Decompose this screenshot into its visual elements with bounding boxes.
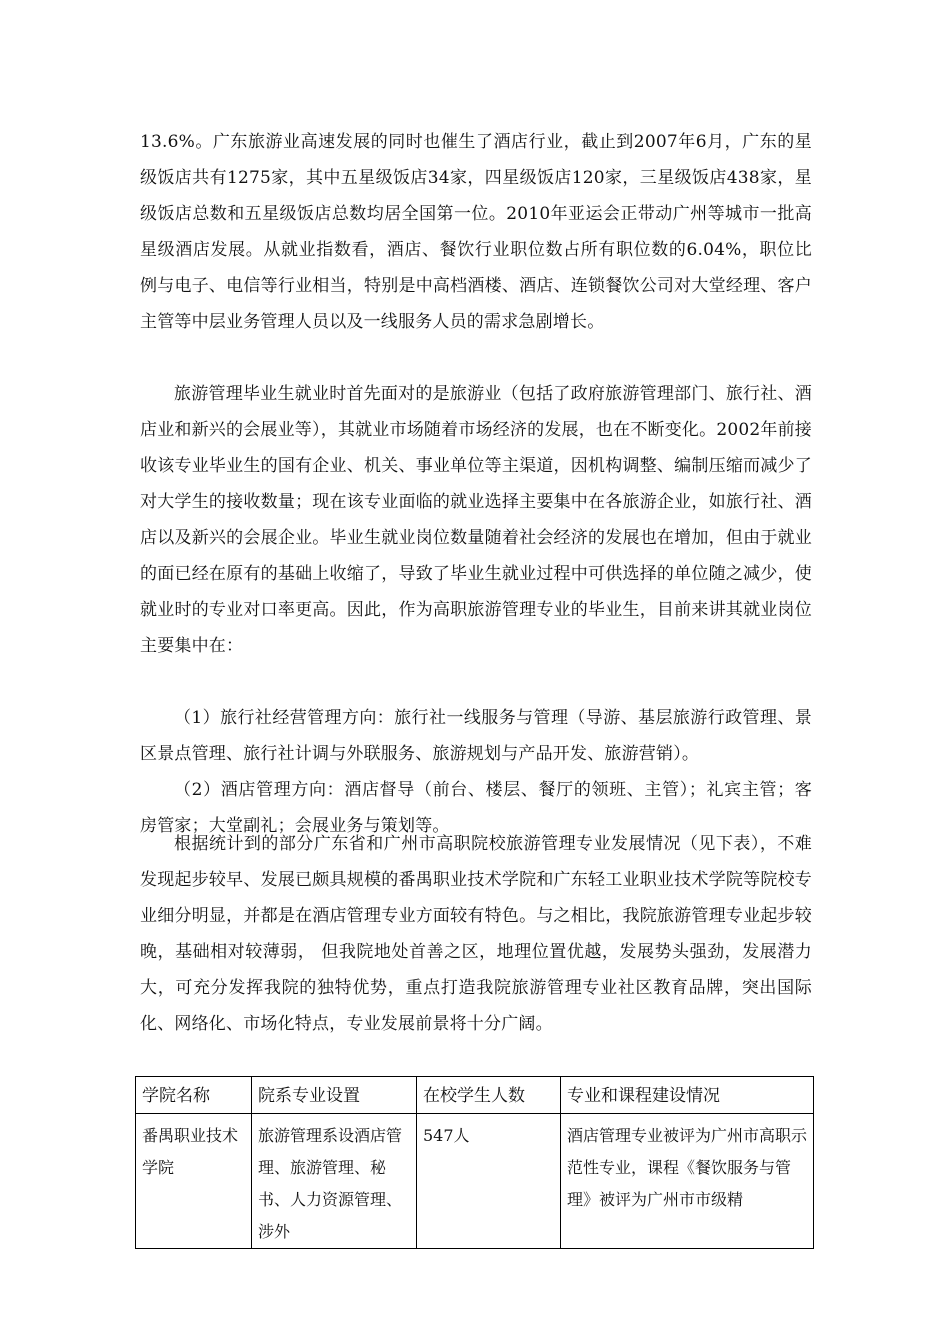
paragraph-hotel-direction: （2）酒店管理方向：酒店督导（前台、楼层、餐厅的领班、主管）；礼宾主管；客房管家；大堂副礼；会展业务与策划等。 bbox=[140, 780, 812, 836]
paragraph-hotel-industry: 13.6%。广东旅游业高速发展的同时也催生了酒店行业，截止到2007年6月，广东的星级饭店共有1275家，其中五星级饭店34家，四星级饭店120家，三星级饭店438家，星级饭店总数和五星级饭店总数均居全国第一位。2010年亚运会正带动广州等城市一批高星级酒店发展。从就业指数看，酒店、餐饮行业职位数占所有职位数的6.04%，职位比例与电子、电信等行业相当，特别是中高档酒楼、酒店、连锁餐饮公司对大堂经理、客户主管等中层业务管理人员以及一线服务人员的需求急剧增长。 bbox=[140, 132, 812, 332]
paragraph-statistics-summary: 根据统计到的部分广东省和广州市高职院校旅游管理专业发展情况（见下表），不难发现起步较早、发展已颇具规模的番禺职业技术学院和广东轻工业职业技术学院等院校专业细分明显，并都是在酒店管理专业方面较有特色。与之相比，我院旅游管理专业起步较晚，基础相对较薄弱， 但我院地处首善之区，地理位置优越，发展势头强劲，发展潜力大，可充分发挥我院的独特优势，重点打造我院旅游管理专业社区教育品牌，突出国际化、网络化、市场化特点，专业发展前景将十分广阔。 bbox=[140, 834, 812, 1034]
paragraph-employment-market: 旅游管理毕业生就业时首先面对的是旅游业（包括了政府旅游管理部门、旅行社、酒店业和新兴的会展业等），其就业市场随着市场经济的发展，也在不断变化。2002年前接收该专业毕业生的国有企业、机关、事业单位等主渠道，因机构调整、编制压缩而减少了对大学生的接收数量；现在该专业面临的就业选择主要集中在各旅游企业，如旅行社、酒店以及新兴的会展企业。毕业生就业岗位数量随着社会经济的发展也在增加，但由于就业的面已经在原有的基础上收缩了，导致了毕业生就业过程中可供选择的单位随之减少，使就业时的专业对口率更高。因此，作为高职旅游管理专业的毕业生，目前来讲其就业岗位主要集中在： bbox=[140, 384, 812, 656]
cell-department-setup: 旅游管理系设酒店管理、旅游管理、秘书、人力资源管理、涉外 bbox=[252, 1114, 417, 1249]
cell-course-construction: 酒店管理专业被评为广州市高职示范性专业，课程《餐饮服务与管理》被评为广州市市级精 bbox=[561, 1114, 814, 1249]
cell-student-count: 547人 bbox=[417, 1114, 561, 1249]
table-header-row bbox=[136, 1077, 814, 1114]
cell-college-name: 番禺职业技术学院 bbox=[136, 1114, 252, 1249]
paragraph-travel-agency-direction: （1）旅行社经营管理方向：旅行社一线服务与管理（导游、基层旅游行政管理、景区景点管理、旅行社计调与外联服务、旅游规划与产品开发、旅游营销）。 bbox=[140, 708, 812, 764]
header-college-name: 学院名称 bbox=[136, 1077, 252, 1114]
header-course-construction: 专业和课程建设情况 bbox=[561, 1077, 814, 1114]
table-row bbox=[136, 1114, 814, 1249]
header-department-setup: 院系专业设置 bbox=[252, 1077, 417, 1114]
college-comparison-table bbox=[135, 1076, 814, 1249]
header-student-count: 在校学生人数 bbox=[417, 1077, 561, 1114]
